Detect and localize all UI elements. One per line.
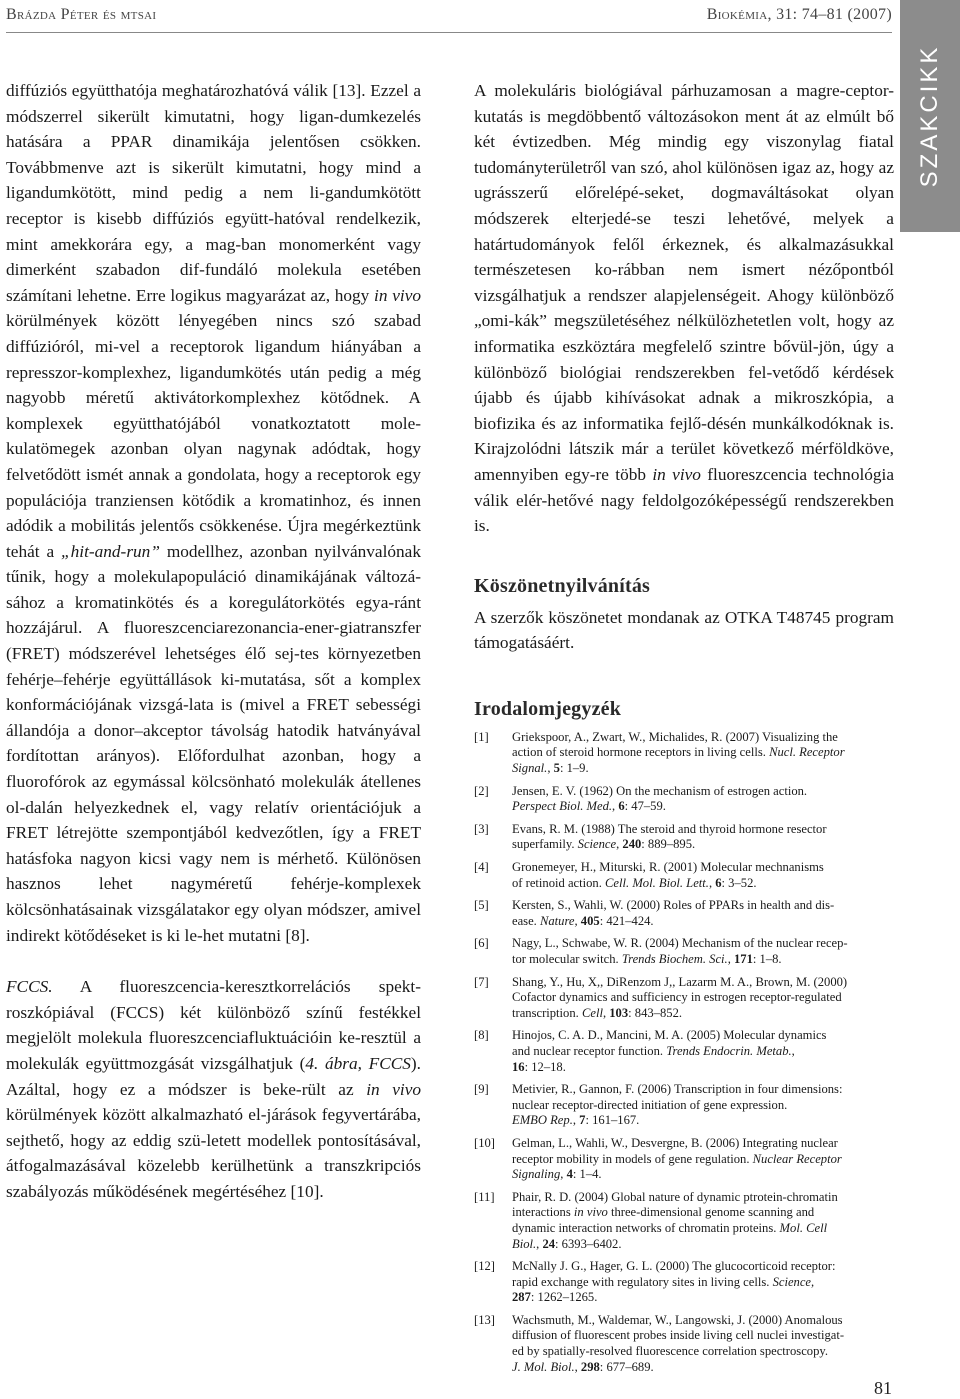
body-paragraph-1: diffúziós együtthatója meghatározhatóvá válik [13]. Ezzel a módszerrel sikerült kimutatni, hogy ligan-dumkezelés hatására a PPAR dinamikája jelentősen csökken. Továbbmenve azt is sikerült kimutatni, hogy mind a ligandumkötött, mind pedig a nem li-gandumkötött receptor is kisebb diffúziós együtt-hatóval rendelkezik, mint amekkorára egy, a mag-ban monomerként vagy dimerként szabadon dif-fundáló molekula esetében számítani lehetne. Erre logikus magyarázat az, hogy in vivo körülmények között lényegében nincs szó szabad diffúzióról, mi-vel a receptorok ligandum hiányában a represszor-komplexhez, ligandumkötés után pedig a még nagyobb méretű aktivátorkomplexhez kötődnek. A komplexek együtthatójából vonatkoztatott mole-kulatömegek azonban olyan nagynak adódtak, hogy felvetődött ismét annak a gondolata, hogy a receptorok egy populációja tranziensen kötődik a kromatinhoz, és innen adódik a mobilitás jelentős csökkenése. Újra megérkeztünk tehát a „hit-and-run” modellhez, azonban nyilvánvalónak tűnik, hogy a molekulapopuláció dinamikájának változá-sához a kromatinkötés és a koregulátorkötés egya-ránt hozzájárul. A fluoreszcenciarezonancia-ener-giatranszfer (FRET) módszerével lehetséges élő sej-tes környezetben fehérje–fehérje együttállások ki-mutatása, sőt a komplex konformációjának vizsgá-lata is (mivel a FRET sebességi állandója a donor–akceptor távolság hatodik hatványával fordítottan arányos). Előfordulhat azonban, hogy a fluorofórok az egymással kölcsönható molekulák átellenes ol-dalán helyezkednek el, vagy relatív orientációjuk a FRET létrejötte szempontjából kedvezőtlen, így a FRET hatásfoka nagyon kicsi vagy nem is mérhető. Különösen hasznos lehet nagyméretű fehérje-komplexek kölcsönhatásainak vizsgálatakor egy olyan módszer, amivel indirekt kötődéseket is ki le-het mutatni [8]. (6, 81, 422, 945)
right-column (474, 78, 894, 1382)
header-volume-pages: , 31: 74–81 (2007) (767, 6, 892, 23)
acknowledgements-heading: Köszönetnyilvánítás (474, 574, 651, 597)
header-rule (6, 32, 892, 33)
reference-item: [2] Jensen, E. V. (1962) On the mechanism of estrogen action. Perspect Biol. Med., 6: 47–59. (474, 783, 808, 814)
acknowledgements-text: A szerzők köszönetet mondanak az OTKA T48745 program támogatásáért. (474, 607, 894, 653)
reference-list (474, 730, 894, 1375)
section-tab (900, 0, 960, 232)
header-citation (707, 6, 892, 24)
reference-item: [11] Phair, R. D. (2004) Global nature of dynamic ptrotein-chromatin interactions in vivo three-dimensional genome scanning and dynamic interaction networks of chromatin proteins. Mol. Cell Biol., 24: 6393–6402. (474, 1189, 838, 1251)
reference-item: [10] Gelman, L., Wahli, W., Desvergne, B. (2006) Integrating nuclear receptor mobility in models of gene regulation. Nuclear Receptor Signaling, 4: 1–4. (474, 1135, 842, 1182)
reference-item: [5] Kersten, S., Wahli, W. (2000) Roles of PPARs in health and dis- ease. Nature, 405: 421–424. (474, 898, 835, 928)
body-paragraph-fccs: FCCS. A fluoreszcencia-keresztkorrelációs spekt-roszkópiával (FCCS) két különböző színű festékkel megjelölt molekula fluoreszcenciafluktuációin ke-resztül a molekulák együttmozgását vizsgálhatjuk (4. ábra, FCCS). Azáltal, hogy ez a módszer is beke-rült az in vivo körülmények között alkalmazható el-járások fegyvertárába, sejthető, hogy az eddig szü-letett modellek pontosításával, átfogalmazásával közelebb kerülhetünk a transzkripciós szabályozás működésének megértéséhez [10]. (6, 977, 422, 1201)
reference-item: [3] Evans, R. M. (1988) The steroid and thyroid hormone resector superfamily. Science, 240: 889–895. (474, 821, 827, 852)
body-paragraph-conclusion: A molekuláris biológiával párhuzamosan a magre-ceptor-kutatás is megdöbbentő változásokon ment át az elmúlt bő két évtizedben. Még mindig egy viszonylag fiatal tudományterületről van szó, ahol különösen igaz az, hogy az ugrásszerű előrelépé-seket, dogmaváltásokat olyan módszerek elterjedé-se teszi lehetővé, melyek a határtudományok felől érkeznek, és alkalmazásukkal természetesen ko-rábban nem ismert nézőpontból vizsgálhatjuk a rendszer alapjelenségeit. Ahogy különböző „omi-kák” megszületéséhez nélkülözhetetlen volt, hogy az informatika eszköztára megfelelő szintre bővül-jön, úgy a különböző biológiai rendszerekben fel-vetődő kérdések újabb és újabb kihívásokat adnak a mikroszkópia, a biofizika és az informatika fejlő-désén munkálkodóknak is. Kirajzolódni látszik már a terület következő mérföldköve, amennyiben egy-re több in vivo fluoreszcencia technológia válik elér-hetővé nagy feldolgozóképességű rendszerekben is. (474, 81, 895, 536)
reference-item: [7] Shang, Y., Hu, X,, DiRenzom J,, Lazarm M. A., Brown, M. (2000) Cofactor dynamics and sufficiency in estrogen receptor-regulated transcription. Cell, 103: 843–852. (474, 974, 848, 1020)
reference-item: [13] Wachsmuth, M., Waldemar, W., Langowski, J. (2000) Anomalous diffusion of fluorescent probes inside living cell nuclei investigat- ed by spatially-resolved fluorescence correlation spectroscopy. J. Mol. Biol., 298: 677–689. (474, 1312, 845, 1374)
reference-item: [4] Gronemeyer, H., Miturski, R. (2001) Molecular mechnanisms of retinoid action. Cell. Mol. Biol. Lett., 6: 3–52. (474, 860, 824, 890)
page-number: 81 (874, 1378, 892, 1398)
reference-item: [1] Griekspoor, A., Zwart, W., Michalides, R. (2007) Visualizing the action of steroid hormone receptors in living cells. Nucl. Receptor Signal., 5: 1–9. (474, 729, 845, 776)
header-authors: Brázda Péter és mtsai (6, 6, 157, 23)
running-header (6, 6, 892, 28)
references-heading: Irodalomjegyzék (474, 697, 622, 720)
section-tab-label: SZAKCIKK (916, 44, 943, 188)
header-journal: Biokémia (706, 6, 768, 23)
left-column (6, 78, 421, 1205)
reference-item: [8] Hinojos, C. A. D., Mancini, M. A. (2005) Molecular dynamics and nuclear receptor function. Trends Endocrin. Metab., 16: 12–18. (474, 1028, 827, 1074)
reference-item: [12] McNally J. G., Hager, G. L. (2000) The glucocorticoid receptor: rapid exchange with regulatory sites in living cells. Science, 287: 1262–1265. (474, 1259, 836, 1305)
reference-item: [9] Metivier, R., Gannon, F. (2006) Transcription in four dimensions: nuclear receptor-directed initiation of gene expression. EMBO Rep., 7: 161–167. (474, 1082, 843, 1128)
reference-item: [6] Nagy, L., Schwabe, W. R. (2004) Mechanism of the nuclear recep- tor molecular switch. Trends Biochem. Sci., 171: 1–8. (474, 936, 848, 966)
